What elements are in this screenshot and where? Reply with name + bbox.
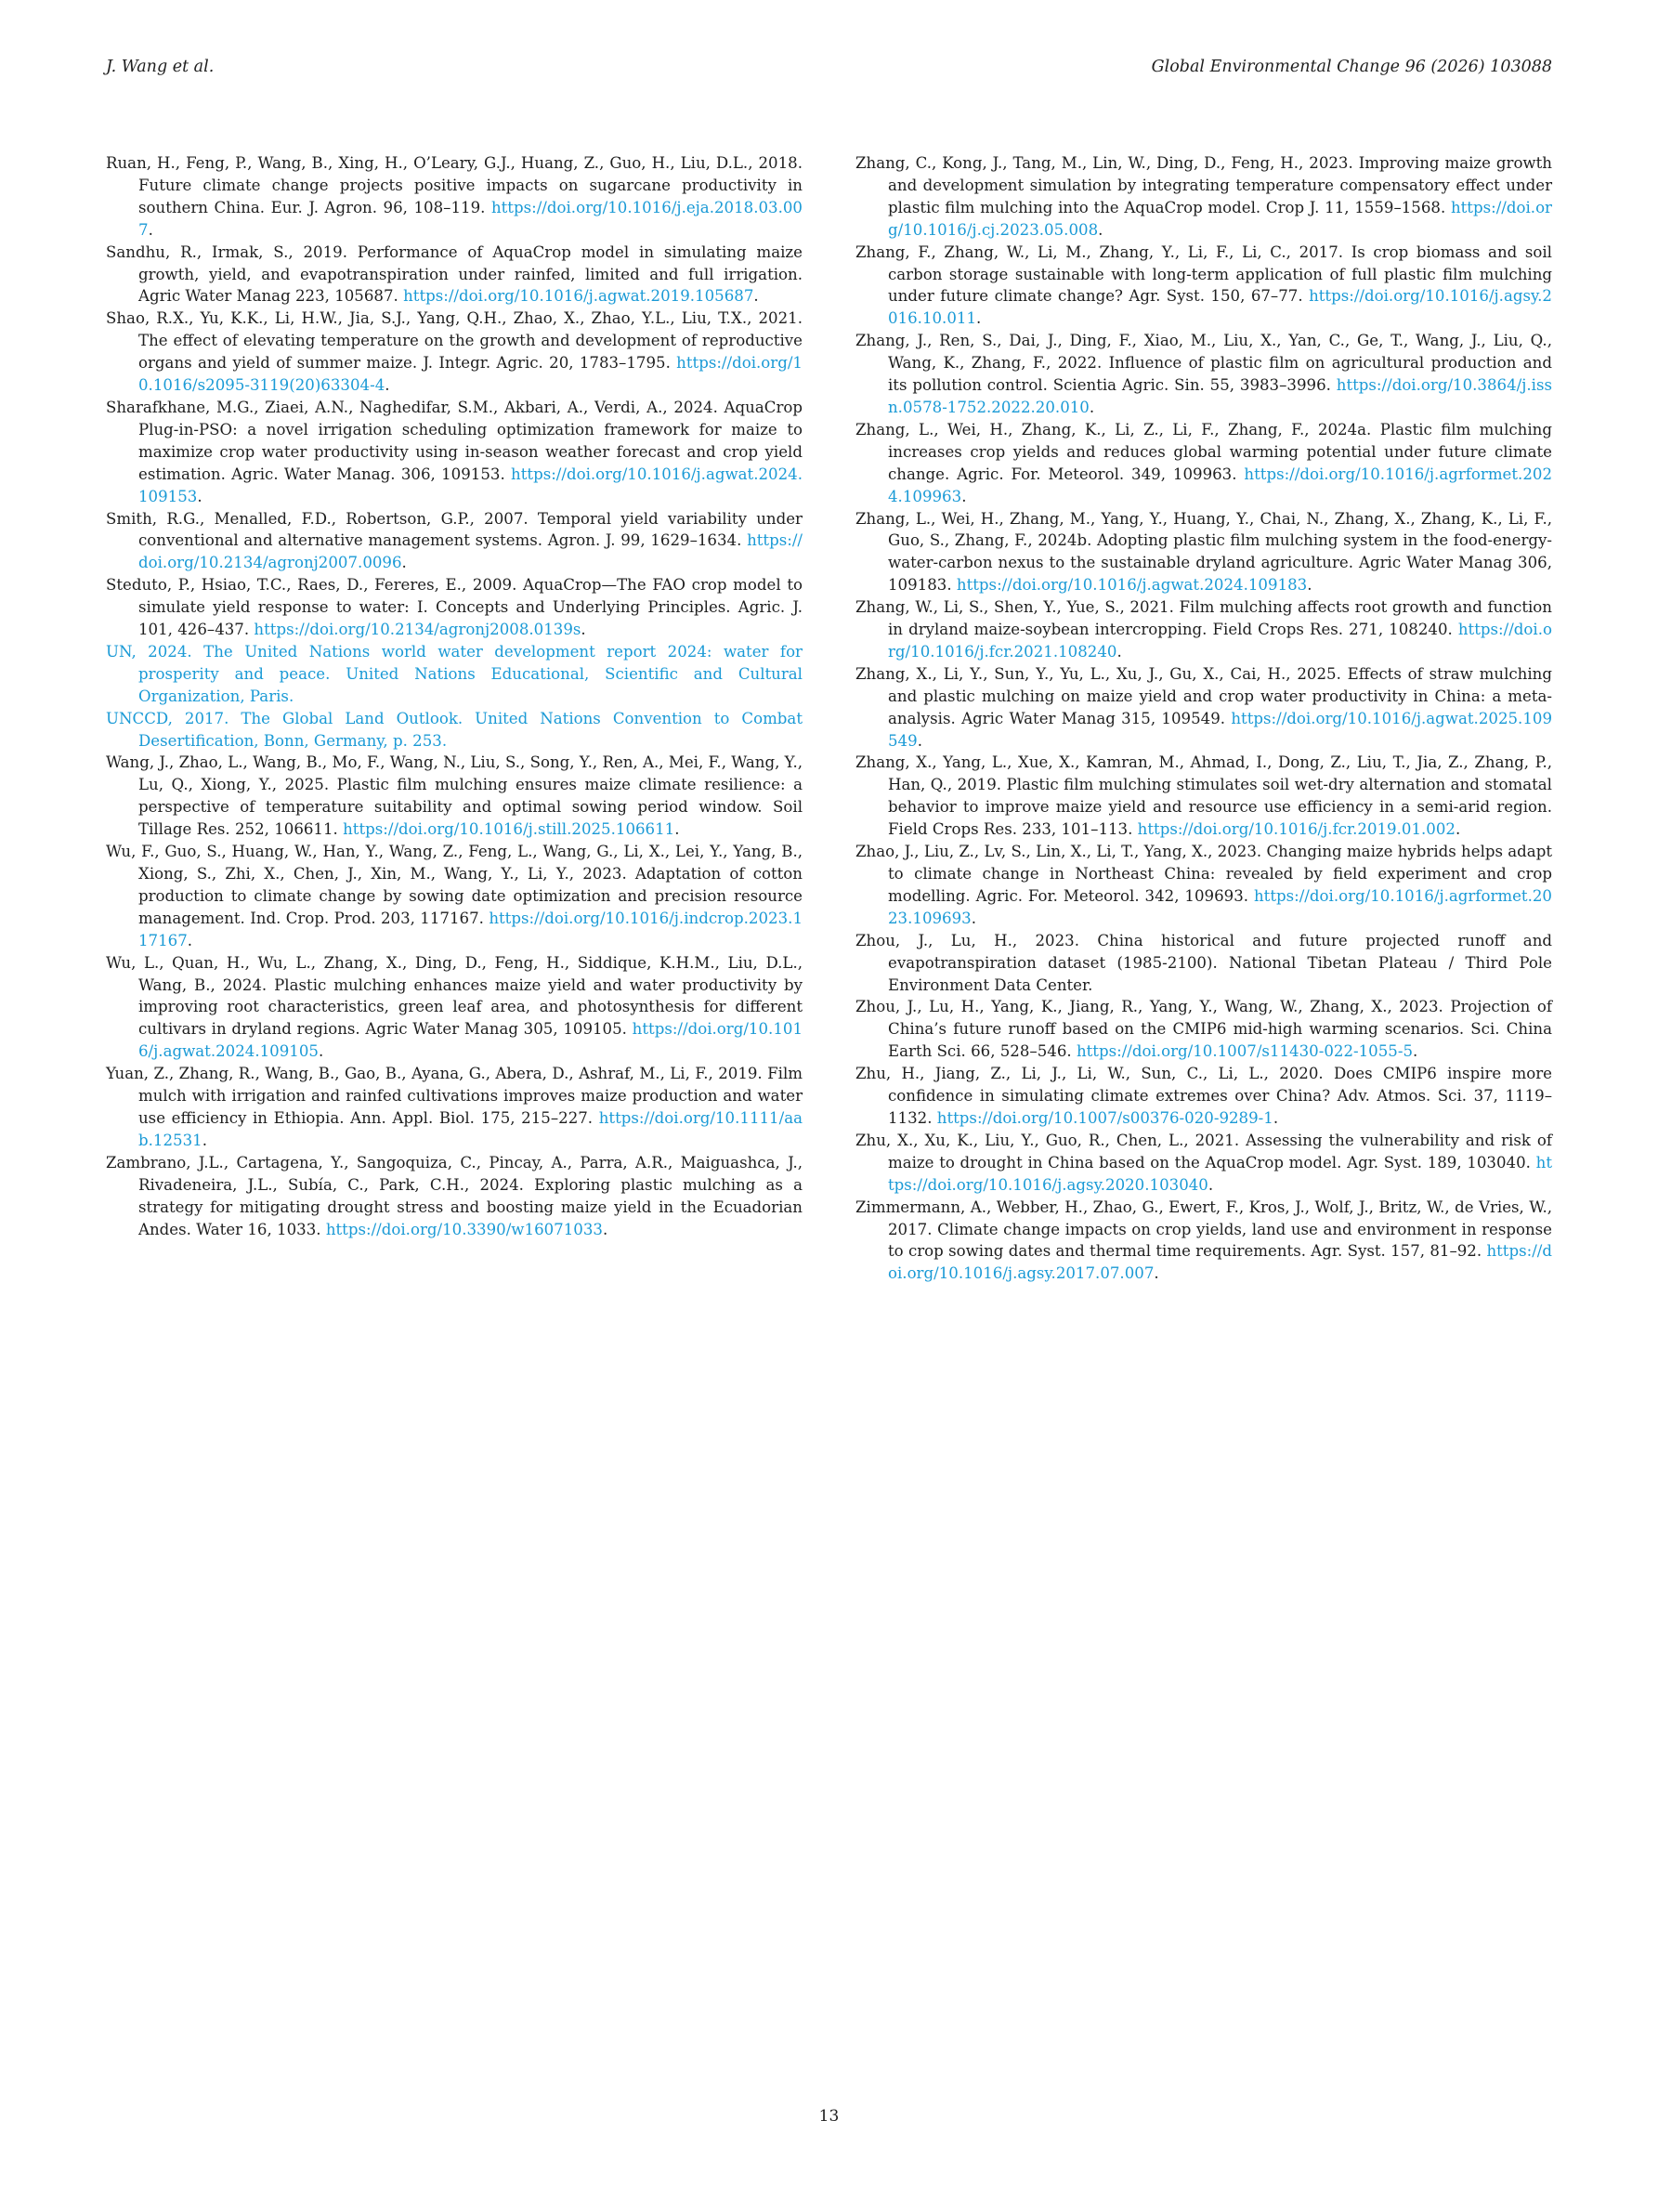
reference-period: . [1413, 1042, 1418, 1061]
reference-text: Wu, F., Guo, S., Huang, W., Han, Y., Wang, Z., Feng, L., Wang, G., Li, X., Lei, Y., Yang, B., Xiong, S., Zhi, X., Chen, J., Xin, M., Wang, Y., Li, Y., 2023. Adaptation of cotton production to climate change by sowing date optimization and precision resource management. Ind. Crop. Prod. 203, 117167. [106, 843, 803, 927]
reference-entry [106, 508, 803, 575]
reference-entry [855, 752, 1552, 841]
references-right-column [855, 152, 1552, 1285]
reference-period: . [1307, 576, 1312, 595]
doi-link[interactable]: https://doi.org/10.1111/aab.12531 [138, 1108, 803, 1149]
reference-text: Ruan, H., Feng, P., Wang, B., Xing, H., O’Leary, G.J., Huang, Z., Guo, H., Liu, D.L., 2018. Future climate change projects positive impacts on sugarcane productivity in southern China. Eur. J. Agron. 96, 108–119. [106, 154, 803, 216]
references-left-column [106, 152, 803, 1240]
reference-period: . [1098, 220, 1103, 239]
reference-period: . [202, 1131, 207, 1149]
reference-period: . [401, 554, 407, 572]
reference-text: Zhang, J., Ren, S., Dai, J., Ding, F., Xiao, M., Liu, X., Yan, C., Ge, T., Wang, J., Liu, Q., Wang, K., Zhang, F., 2022. Influence of plastic film on agricultural production and its pollution control. Scientia Agric. Sin. 55, 3983–3996. [855, 332, 1552, 395]
reference-entry [106, 1152, 803, 1241]
reference-period: . [1089, 398, 1095, 416]
doi-link[interactable]: https://doi.org/10.3864/j.issn.0578-1752.2022.20.010 [888, 376, 1552, 416]
reference-entry [855, 330, 1552, 419]
doi-link[interactable]: https://doi.org/10.1016/j.indcrop.2023.117167 [138, 909, 803, 949]
reference-text: Zhang, X., Li, Y., Sun, Y., Yu, L., Xu, J., Gu, X., Cai, H., 2025. Effects of straw mulching and plastic mulching on maize yield and crop water productivity in China: a meta-analysis. Agric Water Manag 315, 109549. [855, 664, 1552, 727]
reference-entry [106, 752, 803, 841]
doi-link[interactable]: https://doi.org/10.1016/j.fcr.2021.108240 [888, 621, 1552, 661]
reference-period: . [971, 909, 977, 927]
doi-link[interactable]: https://doi.org/10.1016/j.agsy.2020.103040 [888, 1153, 1552, 1194]
doi-link[interactable]: https://doi.org/10.1016/j.agwat.2024.109105 [138, 1020, 803, 1061]
page-number: 13 [818, 2107, 840, 2126]
reference-text: Zhang, X., Yang, L., Xue, X., Kamran, M., Ahmad, I., Dong, Z., Liu, T., Jia, Z., Zhang, P., Han, Q., 2019. Plastic film mulching stimulates soil wet-dry alternation and stomatal behavior to improve maize yield and resource use efficiency in a semi-arid region. Field Crops Res. 233, 101–113. [855, 753, 1552, 839]
doi-link[interactable]: https://doi.org/10.1016/j.agrformet.2023.109693 [888, 886, 1552, 927]
doi-link[interactable]: https://doi.org/10.2134/agronj2008.0139s [254, 621, 581, 639]
reference-text: Zhou, J., Lu, H., 2023. China historical and future projected runoff and evapotranspiration dataset (1985-2100). National Tibetan Plateau / Third Pole Environment Data Center. [855, 931, 1552, 994]
reference-text: Zhang, F., Zhang, W., Li, M., Zhang, Y., Li, F., Li, C., 2017. Is crop biomass and soil carbon storage sustainable with long-term application of full plastic film mulching under future climate change? Agr. Syst. 150, 67–77. [855, 242, 1552, 306]
reference-entry [855, 419, 1552, 508]
reference-text: Zimmermann, A., Webber, H., Zhao, G., Ewert, F., Kros, J., Wolf, J., Britz, W., de Vries, W., 2017. Climate change impacts on crop yields, land use and environment in response to crop sowing dates and thermal time requirements. Agr. Syst. 157, 81–92. [855, 1198, 1552, 1261]
reference-period: . [1154, 1264, 1159, 1283]
reference-entry [106, 308, 803, 397]
reference-text: Zhou, J., Lu, H., Yang, K., Jiang, R., Yang, Y., Wang, W., Zhang, X., 2023. Projection of China’s future runoff based on the CMIP6 mid-high warming scenarios. Sci. China Earth Sci. 66, 528–546. [855, 998, 1552, 1061]
reference-text: Zhu, H., Jiang, Z., Li, J., Li, W., Sun, C., Li, L., 2020. Does CMIP6 inspire more confidence in simulating climate extremes over China? Adv. Atmos. Sci. 37, 1119–1132. [855, 1065, 1552, 1127]
reference-text: Zhang, W., Li, S., Shen, Y., Yue, S., 2021. Film mulching affects root growth and function in dryland maize-soybean intercropping. Field Crops Res. 271, 108240. [855, 598, 1552, 639]
reference-entry [855, 841, 1552, 930]
reference-text: Yuan, Z., Zhang, R., Wang, B., Gao, B., Ayana, G., Abera, D., Ashraf, M., Li, F., 2019. Film mulch with irrigation and rainfed cultivations improves maize production and water use efficiency in Ethiopia. Ann. Appl. Biol. 175, 215–227. [106, 1065, 803, 1127]
reference-entry [855, 596, 1552, 663]
reference-period: . [917, 731, 922, 750]
doi-link[interactable]: https://doi.org/10.3390/w16071033 [325, 1220, 603, 1238]
reference-entry [106, 841, 803, 952]
reference-entry [106, 1063, 803, 1152]
reference-text: Steduto, P., Hsiao, T.C., Raes, D., Fereres, E., 2009. AquaCrop—The FAO crop model to simulate yield response to water: I. Concepts and Underlying Principles. Agric. J. 101, 426–437. [106, 576, 803, 639]
doi-link[interactable]: https://doi.org/10.1016/j.agwat.2019.105687 [403, 287, 754, 306]
reference-period: . [148, 220, 153, 239]
reference-entry [106, 242, 803, 308]
reference-text: Smith, R.G., Menalled, F.D., Robertson, G.P., 2007. Temporal yield variability under conventional and alternative management systems. Agron. J. 99, 1629–1634. [106, 509, 803, 550]
reference-entry [855, 1130, 1552, 1197]
reference-entry [855, 1063, 1552, 1130]
doi-link[interactable]: https://doi.org/10.1007/s00376-020-9289-1 [936, 1108, 1273, 1127]
reference-text: Zhao, J., Liu, Z., Lv, S., Lin, X., Li, T., Yang, X., 2023. Changing maize hybrids helps adapt to climate change in Northeast China: revealed by field experiment and crop modelling. Agric. For. Meteorol. 342, 109693. [855, 843, 1552, 905]
reference-entry [106, 397, 803, 508]
header-journal: Global Environmental Change 96 (2026) 103088 [1151, 58, 1552, 76]
reference-text: UNCCD, 2017. The Global Land Outlook. United Nations Convention to Combat Desertification, Bonn, Germany, p. 253. [106, 709, 803, 750]
header-authors: J. Wang et al. [106, 58, 215, 76]
reference-text: Shao, R.X., Yu, K.K., Li, H.W., Jia, S.J., Yang, Q.H., Zhao, X., Zhao, Y.L., Liu, T.X., 2021. The effect of elevating temperature on the growth and development of reproductive organs and yield of summer maize. J. Integr. Agric. 20, 1783–1795. [106, 309, 803, 373]
reference-entry [855, 663, 1552, 753]
reference-period: . [581, 621, 586, 639]
doi-link[interactable]: https://doi.org/10.1016/j.agwat.2024.109183 [956, 576, 1308, 595]
doi-link[interactable]: https://doi.org/10.1016/j.agwat.2024.109153 [138, 465, 803, 505]
reference-period: . [976, 309, 982, 328]
doi-link[interactable]: https://doi.org/10.1016/j.fcr.2019.01.002 [1137, 820, 1456, 839]
doi-link[interactable]: https://doi.org/10.1016/j.cj.2023.05.008 [888, 198, 1552, 239]
reference-period: . [318, 1042, 324, 1061]
doi-link[interactable]: https://doi.org/10.1016/j.agwat.2025.109549 [888, 709, 1552, 750]
doi-link[interactable]: https://doi.org/10.1016/j.agrformet.2024.109963 [888, 465, 1552, 505]
doi-link[interactable]: https://doi.org/10.1016/j.agsy.2017.07.007 [888, 1242, 1552, 1283]
reference-period: . [197, 487, 202, 505]
doi-link[interactable]: https://doi.org/10.2134/agronj2007.0096 [138, 531, 803, 572]
reference-entry [855, 930, 1552, 997]
reference-entry [106, 952, 803, 1064]
reference-period: . [674, 820, 680, 839]
reference-text: Wu, L., Quan, H., Wu, L., Zhang, X., Ding, D., Feng, H., Siddique, K.H.M., Liu, D.L., Wang, B., 2024. Plastic mulching enhances maize yield and water productivity by improving root characteristics, green leaf area, and photosynthesis for different cultivars in dryland regions. Agric Water Manag 305, 109105. [106, 953, 803, 1039]
reference-text: Wang, J., Zhao, L., Wang, B., Mo, F., Wang, N., Liu, S., Song, Y., Ren, A., Mei, F., Wang, Y., Lu, Q., Xiong, Y., 2025. Plastic film mulching ensures maize climate resilience: a perspective of temperature suitability and optimal sowing period window. Soil Tillage Res. 252, 106611. [106, 753, 803, 839]
reference-entry [106, 574, 803, 641]
doi-link[interactable]: https://doi.org/10.1007/s11430-022-1055-5 [1076, 1042, 1414, 1061]
reference-entry [855, 152, 1552, 242]
reference-period: . [961, 487, 967, 505]
reference-text: Zhu, X., Xu, K., Liu, Y., Guo, R., Chen, L., 2021. Assessing the vulnerability and risk of maize to drought in China based on the AquaCrop model. Agr. Syst. 189, 103040. [855, 1131, 1552, 1171]
reference-period: . [385, 376, 390, 395]
reference-entry [855, 242, 1552, 331]
reference-text: Zhang, C., Kong, J., Tang, M., Lin, W., Ding, D., Feng, H., 2023. Improving maize growth and development simulation by integrating temperature compensatory effect under plastic film mulching into the AquaCrop model. Crop J. 11, 1559–1568. [855, 154, 1552, 216]
doi-link[interactable]: https://doi.org/10.1016/s2095-3119(20)63304-4 [138, 354, 803, 395]
reference-text: Sharafkhane, M.G., Ziaei, A.N., Naghedifar, S.M., Akbari, A., Verdi, A., 2024. AquaCrop Plug-in-PSO: a novel irrigation scheduling optimization framework for maize to maximize crop water productivity using in-season weather forecast and crop yield estimation. Agric. Water Manag. 306, 109153. [106, 398, 803, 483]
reference-entry[interactable] [106, 708, 803, 753]
reference-entry [855, 996, 1552, 1063]
doi-link[interactable]: https://doi.org/10.1016/j.agsy.2016.10.011 [888, 287, 1552, 328]
reference-period: . [1455, 820, 1461, 839]
reference-entry [106, 152, 803, 242]
reference-text: UN, 2024. The United Nations world water development report 2024: water for prosperity and peace. United Nations Educational, Scientific and Cultural Organization, Paris. [106, 642, 803, 705]
reference-period: . [187, 931, 193, 949]
reference-period: . [1208, 1175, 1214, 1194]
reference-text: Zhang, L., Wei, H., Zhang, M., Yang, Y., Huang, Y., Chai, N., Zhang, X., Zhang, K., Li, F., Guo, S., Zhang, F., 2024b. Adopting plastic film mulching system in the food-energy-water-carbon nexus to the sustainable dryland agriculture. Agric Water Manag 306, 109183. [855, 509, 1552, 595]
reference-entry [855, 1197, 1552, 1286]
reference-text: Sandhu, R., Irmak, S., 2019. Performance of AquaCrop model in simulating maize growth, yield, and evapotranspiration under rainfed, limited and full irrigation. Agric Water Manag 223, 105687. [106, 242, 803, 306]
reference-text: Zambrano, J.L., Cartagena, Y., Sangoquiza, C., Pincay, A., Parra, A.R., Maiguashca, J., Rivadeneira, J.L., Subía, C., Park, C.H., 2024. Exploring plastic mulching as a strategy for mitigating drought stress and boosting maize yield in the Ecuadorian Andes. Water 16, 1033. [106, 1153, 803, 1238]
doi-link[interactable]: https://doi.org/10.1016/j.eja.2018.03.007 [138, 198, 803, 239]
reference-entry[interactable] [106, 641, 803, 708]
reference-period: . [602, 1220, 608, 1238]
reference-text: Zhang, L., Wei, H., Zhang, K., Li, Z., Li, F., Zhang, F., 2024a. Plastic film mulching increases crop yields and reduces global warming potential under future climate change. Agric. For. Meteorol. 349, 109963. [855, 420, 1552, 483]
reference-period: . [753, 287, 759, 306]
doi-link[interactable]: https://doi.org/10.1016/j.still.2025.106611 [343, 820, 675, 839]
reference-period: . [1273, 1108, 1279, 1127]
running-header [106, 58, 1552, 85]
reference-period: . [1116, 642, 1122, 661]
reference-entry [855, 508, 1552, 597]
